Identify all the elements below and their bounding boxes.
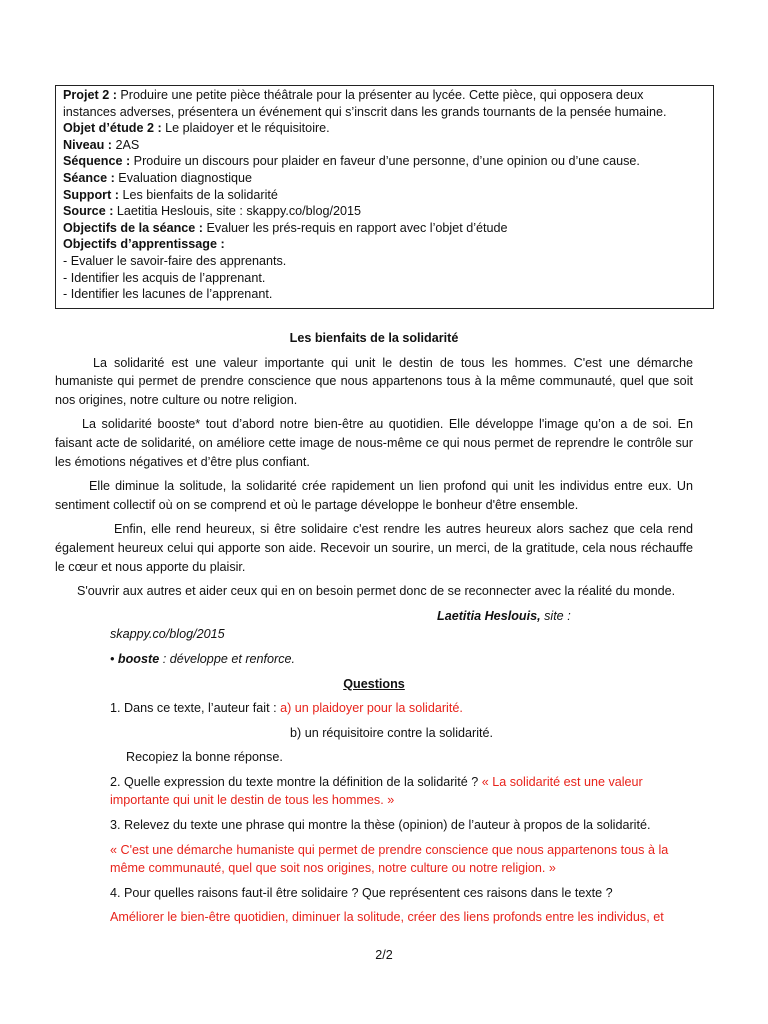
- answer-4: Améliorer le bien-être quotidien, diminuer la solitude, créer des liens profonds entre les individus, et: [110, 910, 664, 925]
- info-line-sequence: Séquence : Produire un discours pour plaider en faveur d’une personne, d’une opinion ou d’une cause.: [63, 154, 640, 169]
- info-line-source: Source : Laetitia Heslouis, site : skappy.co/blog/2015: [63, 204, 361, 219]
- info-line-study-object: Objet d’étude 2 : Le plaidoyer et le réquisitoire.: [63, 121, 330, 136]
- source-url: skappy.co/blog/2015: [110, 627, 225, 642]
- paragraph-2: La solidarité booste* tout d’abord notre bien-être au quotidien. Elle développe l'image qu’on a de soi. En faisant acte de solidarité, on améliore cette image de nous-même ce qui nous permet de reprendre le contrôle sur les émotions négatives et d’être plus confiant.: [55, 417, 693, 469]
- info-line-session-goals: Objectifs de la séance : Evaluer les prés-requis en rapport avec l’objet d’étude: [63, 220, 508, 235]
- paragraph-4: Enfin, elle rend heureux, si être solidaire c'est rendre les autres heureux alors sachez que cela rend également heureux celui qui apporte son aide. Recevoir un sourire, un merci, de la gratitude, cela nous réchauffe le cœur et nous apporte du plaisir.: [55, 522, 693, 574]
- text-title: Les bienfaits de la solidarité: [289, 331, 459, 345]
- answer-3: « C'est une démarche humaniste qui permet de prendre conscience que nous appartenons tous à la même communauté, quel que soit nos origines, notre culture ou notre religion. »: [110, 842, 669, 876]
- paragraph-5: S'ouvrir aux autres et aider ceux qui en on besoin permet donc de se reconnecter avec la réalité du monde.: [77, 584, 676, 599]
- source-signature: Laetitia Heslouis, site :: [437, 608, 571, 623]
- footnote: • booste : développe et renforce.: [110, 651, 296, 666]
- question-2: 2. Quelle expression du texte montre la définition de la solidarité ? « La solidarité est une valeur importante qui unit le destin de tous les hommes. »: [110, 774, 643, 808]
- lesson-info-box: [55, 85, 714, 309]
- answer-2: « La solidarité est une valeur importante qui unit le destin de tous les hommes. »: [110, 774, 643, 808]
- info-line-support: Support : Les bienfaits de la solidarité: [63, 187, 278, 202]
- question-1-option-b: b) un réquisitoire contre la solidarité.: [290, 725, 494, 740]
- questions-title: Questions: [343, 676, 405, 691]
- info-line-project: Projet 2 : Produire une petite pièce théâtrale pour la présenter au lycée. Cette pièce, qui opposera deux: [63, 88, 644, 102]
- document-body: [55, 329, 693, 933]
- info-line-learning-goals: Objectifs d’apprentissage :: [63, 237, 225, 252]
- question-4: 4. Pour quelles raisons faut-il être solidaire ? Que représentent ces raisons dans le texte ?: [110, 885, 613, 900]
- info-goal-item: - Evaluer le savoir-faire des apprenants.: [63, 253, 287, 268]
- info-line-level: Niveau : 2AS: [63, 137, 140, 152]
- paragraph-3: Elle diminue la solitude, la solidarité crée rapidement un lien profond qui unit les individus entre eux. Un sentiment collectif où on se comprend et où le partage développe le bonheur d'être ensemble.: [55, 479, 693, 512]
- page-number: 2/2: [375, 948, 393, 962]
- info-goal-item: - Identifier les acquis de l’apprenant.: [63, 270, 266, 285]
- answer-1: a) un plaidoyer pour la solidarité.: [280, 701, 463, 716]
- info-goal-item: - Identifier les lacunes de l’apprenant.: [63, 287, 273, 302]
- info-line-session: Séance : Evaluation diagnostique: [63, 170, 253, 185]
- info-line-project-cont: instances adverses, présentera un événement qui s’inscrit dans les grands tournants de la pensée humaine.: [63, 104, 667, 119]
- paragraph-1: La solidarité est une valeur importante qui unit le destin de tous les hommes. C'est une démarche humaniste qui permet de prendre conscience que nous appartenons tous à la même communauté, quel que soit nos origines, notre culture ou notre religion.: [55, 355, 693, 407]
- question-1-instruction: Recopiez la bonne réponse.: [126, 750, 283, 765]
- bullet-icon: •: [110, 651, 118, 666]
- question-1: 1. Dans ce texte, l’auteur fait : a) un plaidoyer pour la solidarité.: [110, 701, 463, 716]
- question-3: 3. Relevez du texte une phrase qui montre la thèse (opinion) de l’auteur à propos de la solidarité.: [110, 818, 651, 833]
